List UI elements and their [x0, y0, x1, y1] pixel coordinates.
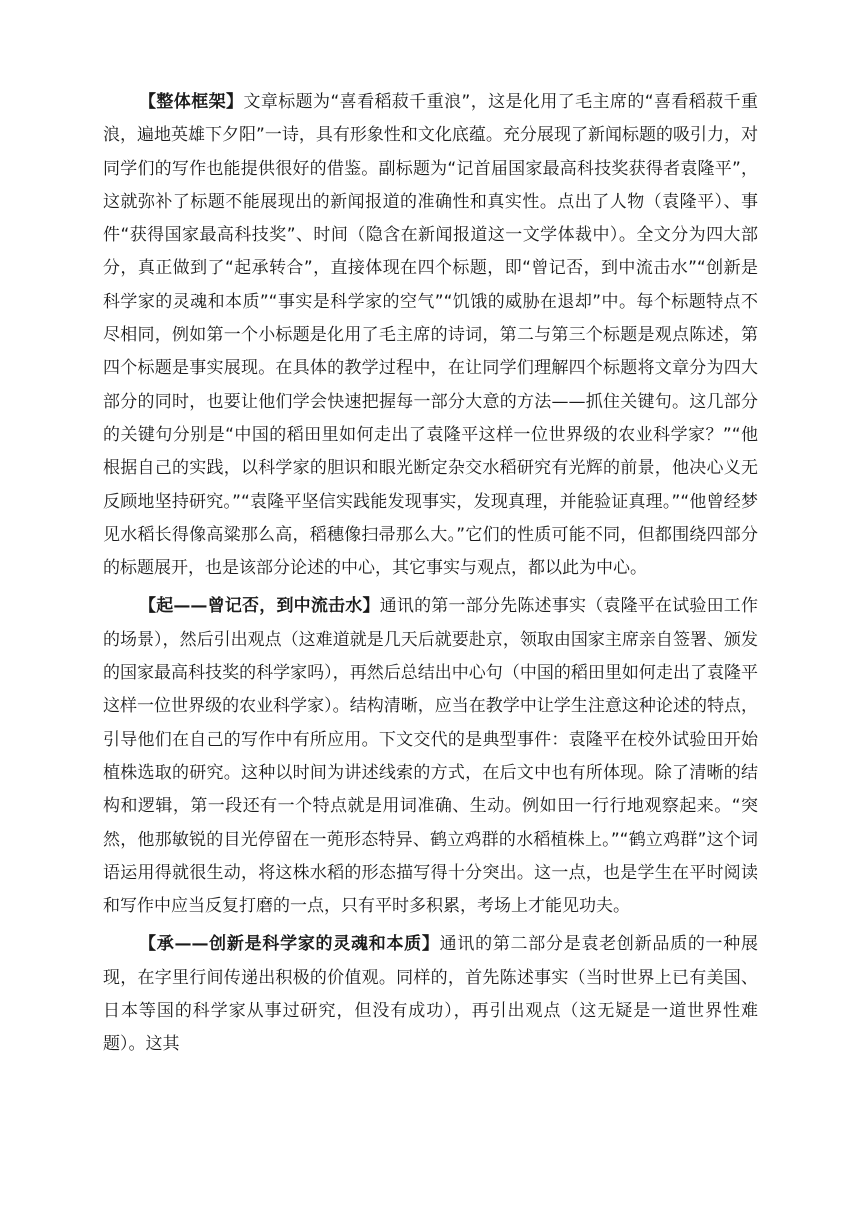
document-page	[103, 86, 758, 1062]
paragraph-body: 通讯的第一部分先陈述事实（袁隆平在试验田工作的场景），然后引出观点（这难道就是几天后就要赴京，领取由国家主席亲自签署、颁发的国家最高科技奖的科学家吗），再然后总结出中心句（中国的稻田里如何走出了袁隆平这样一位世界级的农业科学家）。结构清晰，应当在教学中让学生注意这种论述的特点，引导他们在自己的写作中有所应用。下文交代的是典型事件：袁隆平在校外试验田开始植株选取的研究。这种以时间为讲述线索的方式，在后文中也有所体现。除了清晰的结构和逻辑，第一段还有一个特点就是用词准确、生动。例如田一行行地观察起来。“突然，他那敏锐的目光停留在一蔸形态特异、鹤立鸡群的水稻植株上。”“鹤立鸡群”这个词语运用得就很生动，将这株水稻的形态描写得十分突出。这一点，也是学生在平时阅读和写作中应当反复打磨的一点，只有平时多积累，考场上才能见功夫。	[103, 596, 759, 917]
paragraph-heading: 【承——创新是科学家的灵魂和本质】	[139, 934, 440, 955]
paragraph-overall-framework	[103, 86, 758, 585]
paragraph-qi-section	[103, 590, 758, 923]
paragraph-heading: 【整体框架】	[139, 92, 244, 112]
paragraph-body: 文章标题为“喜看稻菽千重浪”，这是化用了毛主席的“喜看稻菽千重浪，遍地英雄下夕阳”一诗，具有形象性和文化底蕴。充分展现了新闻标题的吸引力，对同学们的写作也能提供很好的借鉴。副标题为“记首届国家最高科技奖获得者袁隆平”，这就弥补了标题不能展现出的新闻报道的准确性和真实性。点出了人物（袁隆平）、事件“获得国家最高科技奖”、时间（隐含在新闻报道这一文学体裁中）。全文分为四大部分，真正做到了“起承转合”，直接体现在四个标题，即“曾记否，到中流击水”“创新是科学家的灵魂和本质”“事实是科学家的空气”“饥饿的威胁在退却”中。每个标题特点不尽相同，例如第一个小标题是化用了毛主席的诗词，第二与第三个标题是观点陈述，第四个标题是事实展现。在具体的教学过程中，在让同学们理解四个标题将文章分为四大部分的同时，也要让他们学会快速把握每一部分大意的方法——抓住关键句。这几部分的关键句分别是“中国的稻田里如何走出了袁隆平这样一位世界级的农业科学家？”“他根据自己的实践，以科学家的胆识和眼光断定杂交水稻研究有光辉的前景，他决心义无反顾地坚持研究。”“袁隆平坚信实践能发现事实，发现真理，并能验证真理。”“他曾经梦见水稻长得像高粱那么高，稻穗像扫帚那么大。”它们的性质可能不同，但都围绕四部分的标题展开，也是该部分论述的中心，其它事实与观点，都以此为中心。	[103, 92, 759, 579]
paragraph-cheng-section	[103, 928, 758, 1061]
paragraph-body: 通讯的第二部分是袁老创新品质的一种展现，在字里行间传递出积极的价值观。同样的，首先陈述事实（当时世界上已有美国、日本等国的科学家从事过研究，但没有成功），再引出观点（这无疑是一道世界性难题）。这其	[103, 934, 759, 1055]
paragraph-heading: 【起——曾记否，到中流击水】	[139, 596, 380, 617]
